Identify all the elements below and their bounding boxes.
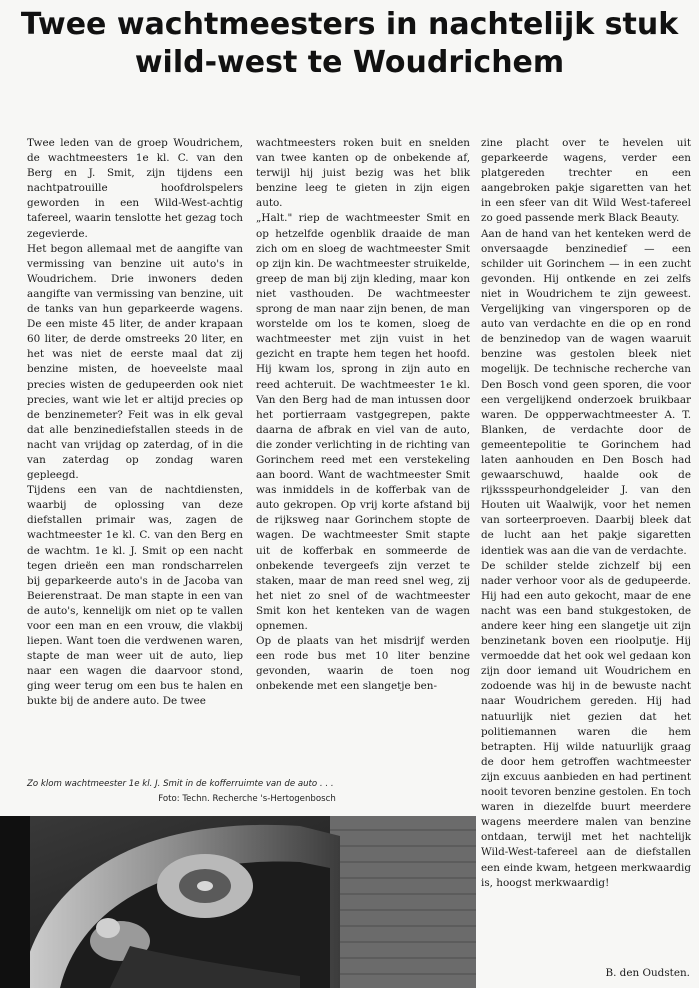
paragraph: De schilder stelde zichzelf bij een nader verhoor voor als de gedupeerde. Hij had een auto gekocht, maar de ene nacht was een band stukgestoken, de andere keer hing een slangetje uit zijn benzinetank boven een rioolputje. Hij vermoedde dat het ook wel gedaan kon zijn door iemand uit Woudrichem en zodoende was hij in de bewuste nacht naar Woudrichem gereden. Hij had natuurlijk niet gezien dat het politiemannen waren die hem betrapten. Hij wilde natuurlijk graag de door hem getroffen wachtmeester zijn excuus aanbieden en had pertinent nooit tevoren benzine gestolen. En toch waren in diezelfde buurt meerdere wagens meerdere malen van benzine ontdaan, terwijl met het nachtelijk Wild-West-tafereel aan de diefstallen een einde kwam, hetgeen merkwaardig is, hoogst merkwaardig!: [481, 559, 691, 889]
paragraph: Twee leden van de groep Woudrichem, de wachtmeesters 1e kl. C. van den Berg en J. Smit, zijn tijdens een nachtpatrouille hoofdrolspelers geworden in een Wild-West-achtig tafereel, waarin tenslotte het gezag toch zegevierde.: [27, 137, 243, 240]
car-trunk-photo-illustration: [0, 816, 476, 988]
paragraph: Tijdens een van de nachtdiensten, waarbij de oplossing van deze diefstallen primair was, zagen de wachtmeester 1e kl. C. van den Berg en de wachtm. 1e kl. J. Smit op een nacht tegen drieën een man rondscharrelen bij geparkeerde auto's in de Jacoba van Beierenstraat. De man stapte in een van de auto's, kennelijk om niet op te vallen voor een man en een vrouw, die vlakbij liepen. Want toen die verdwenen waren, stapte de man weer uit de auto, liep naar een wagen die daarvoor stond, ging weer terug om een bus te halen en bukte bij de andere auto. De twee: [27, 484, 243, 708]
article-photo: [0, 816, 476, 988]
author-signature: B. den Oudsten.: [605, 967, 690, 979]
headline-line-2: wild-west te Woudrichem: [134, 45, 565, 80]
article-column-2: [256, 136, 470, 694]
photo-credit: Foto: Techn. Recherche 's-Hertogenbosch: [158, 794, 336, 804]
paragraph: Het begon allemaal met de aangifte van vermissing van benzine uit auto's in Woudrichem. Drie inwoners deden aangifte van vermissing van benzine, uit de tanks van hun geparkeerde wagens. De een miste 45 liter, de ander krapaan 60 liter, de derde omstreeks 20 liter, en het was niet de eerste maal dat zij benzine misten, de hoeveelste maal precies wisten de gedupeerden ook niet precies, want wie let er altijd precies op de benzinemeter? Feit was in elk geval dat alle benzinediefstallen steeds in de nacht van vrijdag op zaterdag, of in die van zaterdag op zondag waren gepleegd.: [27, 242, 243, 482]
article-headline: [0, 6, 699, 82]
paragraph: Aan de hand van het kenteken werd de onversaagde benzinedief — een schilder uit Gorinchem — in een zucht gevonden. Hij ontkende en zei zelfs niet in Woudrichem te zijn geweest. Vergelijking van vingersporen op de auto van verdachte en die op en rond de benzinedop van de wagen waaruit benzine was gestolen bleek niet mogelijk. De technische recherche van Den Bosch vond geen sporen, die voor een vergelijkend onderzoek bruikbaar waren. De oppperwachtmeester A. T. Blanken, de verdachte door de gemeentepolitie te Gorinchem had laten aanhouden en Den Bosch had gewaarschuwd, haalde ook de rijkssspeurhondgeleider J. van den Houten uit Waalwijk, voor het nemen van sorteerproeven. Daarbij bleek dat de lucht aan het pakje sigaretten identiek was aan die van de verdachte.: [481, 227, 691, 557]
paragraph: wachtmeesters roken buit en snelden van twee kanten op de onbekende af, terwijl hij juist bezig was het blik benzine leeg te gieten in zijn eigen auto.: [256, 137, 470, 210]
photo-caption: Zo klom wachtmeester 1e kl. J. Smit in de kofferruimte van de auto . . .: [27, 779, 334, 789]
article-column-3: [481, 136, 691, 891]
paragraph: Op de plaats van het misdrijf werden een rode bus met 10 liter benzine gevonden, waarin de toen nog onbekende met een slangetje ben-: [256, 635, 470, 693]
headline-line-1: Twee wachtmeesters in nachtelijk stuk: [20, 7, 679, 42]
paragraph: zine placht over te hevelen uit geparkeerde wagens, verder een platgereden trechter en een aangebroken pakje sigaretten van het in een sfeer van dit Wild West-tafereel zo goed passende merk Black Beauty.: [481, 137, 691, 225]
article-column-1: [27, 136, 243, 710]
paragraph: „Halt." riep de wachtmeester Smit en op hetzelfde ogenblik draaide de man zich om en sloeg de wachtmeester Smit op zijn kin. De wachtmeester struikelde, greep de man bij zijn kleding, maar kon niet vasthouden. De wachtmeester sprong de man naar zijn benen, de man worstelde om los te komen, sloeg de wachtmeester met zijn vuist in het gezicht en trapte hem tegen het hoofd. Hij kwam los, sprong in zijn auto en reed achteruit. De wachtmeester 1e kl. Van den Berg had de man intussen door het portierraam vastgegrepen, pakte daarna de afbrak en viel van de auto, die zonder verlichting in de richting van Gorinchem reed met een verstekeling aan boord. Want de wachtmeester Smit was inmiddels in de kofferbak van de auto gekropen. Op vrij korte afstand bij de rijksweg naar Gorinchem stopte de wagen. De wachtmeester Smit stapte uit de kofferbak en sommeerde de onbekende tevergeefs zijn verzet te staken, maar de man reed snel weg, zij het niet zo snel of de wachtmeester Smit kon het kenteken van de wagen opnemen.: [256, 212, 470, 632]
